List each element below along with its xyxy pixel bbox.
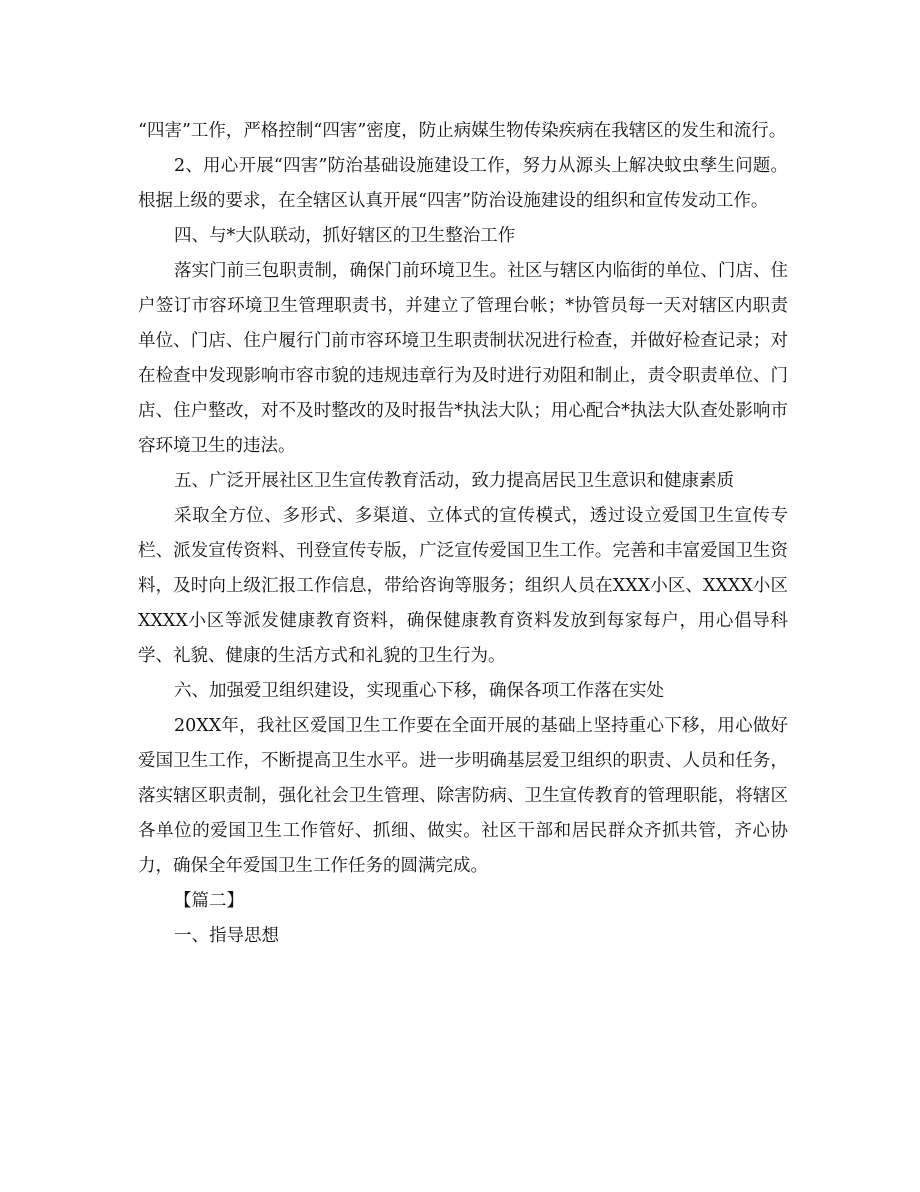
paragraph-section-6-body: 20XX年，我社区爱国卫生工作要在全面开展的基础上坚持重心下移，用心做好爱国卫生工作，不断提高卫生水平。进一步明确基层爱卫组织的职责、人员和任务，落实辖区职责制，强化社会卫生管理、除害防病、卫生宣传教育的管理职能，将辖区各单位的爱国卫生工作管好、抓细、做实。社区干部和居民群众齐抓共管，齐心协力，确保全年爱国卫生工作任务的圆满完成。 bbox=[138, 716, 788, 876]
section-heading-guiding-ideology: 一、指导思想 bbox=[174, 926, 279, 946]
paragraph-section-5-body: 采取全方位、多形式、多渠道、立体式的宣传模式，透过设立爱国卫生宣传专栏、派发宣传资料、刊登宣传专版，广泛宣传爱国卫生工作。完善和丰富爱国卫生资料，及时向上级汇报工作信息，带给咨询等服务；组织人员在XXX小区、XXXX小区XXXX小区等派发健康教育资料，确保健康教育资料发放到每家每户，用心倡导科学、礼貌、健康的生活方式和礼貌的卫生行为。 bbox=[138, 506, 788, 666]
part-two-heading: 【篇二】 bbox=[174, 891, 244, 911]
document-body bbox=[138, 114, 788, 954]
paragraph-item-2: 2、用心开展“四害”防治基础设施建设工作，努力从源头上解决蚊虫孳生问题。根据上级的要求，在全辖区认真开展“四害”防治设施建设的组织和宣传发动工作。 bbox=[138, 156, 788, 211]
paragraph-section-4-body: 落实门前三包职责制，确保门前环境卫生。社区与辖区内临街的单位、门店、住户签订市容环境卫生管理职责书，并建立了管理台帐；*协管员每一天对辖区内职责单位、门店、住户履行门前市容环境卫生职责制状况进行检查，并做好检查记录；对在检查中发现影响市容市貌的违规违章行为及时进行劝阻和制止，责令职责单位、门店、住户整改，对不及时整改的及时报告*执法大队；用心配合*执法大队查处影响市容环境卫生的违法。 bbox=[138, 261, 788, 456]
section-heading-4: 四、与*大队联动，抓好辖区的卫生整治工作 bbox=[174, 226, 516, 246]
section-heading-5: 五、广泛开展社区卫生宣传教育活动，致力提高居民卫生意识和健康素质 bbox=[174, 471, 734, 491]
paragraph-continuation: “四害”工作，严格控制“四害”密度，防止病媒生物传染疾病在我辖区的发生和流行。 bbox=[138, 121, 787, 141]
section-heading-6: 六、加强爱卫组织建设，实现重心下移，确保各项工作落在实处 bbox=[174, 681, 664, 701]
